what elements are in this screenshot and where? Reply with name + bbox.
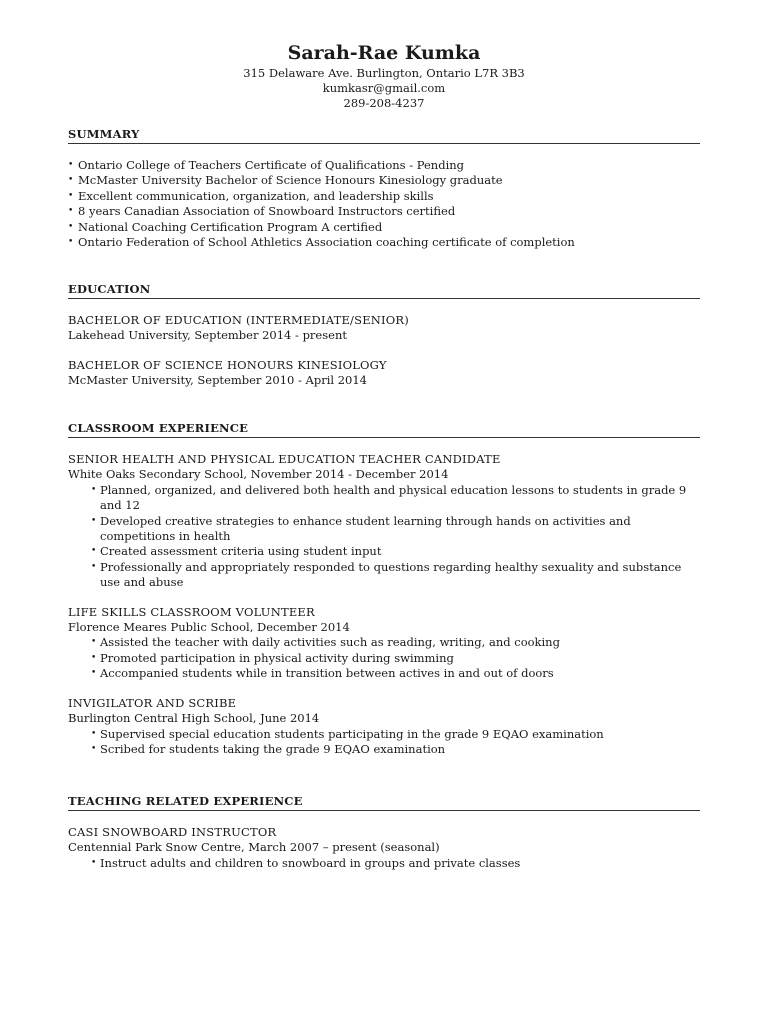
summary-list	[68, 158, 700, 250]
email: kumkasr@gmail.com	[322, 81, 446, 95]
phone: 289-208-4237	[343, 96, 425, 110]
job-title: INVIGILATOR AND SCRIBE	[68, 695, 237, 710]
education-entry	[68, 313, 700, 344]
classroom-experience-section	[68, 421, 700, 757]
section-title-classroom: CLASSROOM EXPERIENCE	[68, 421, 700, 438]
summary-item: • Excellent communication, organization, and leadership skills	[68, 189, 700, 204]
duty-list	[68, 483, 700, 591]
experience-entry	[68, 825, 700, 871]
duty-item: • Supervised special education students participating in the grade 9 EQAO examination	[68, 727, 700, 742]
resume-header	[0, 40, 768, 111]
duty-item: • Scribed for students taking the grade 9 EQAO examination	[68, 742, 700, 757]
education-entry	[68, 358, 700, 389]
duty-item: • Created assessment criteria using student input	[68, 544, 700, 559]
address: 315 Delaware Ave. Burlington, Ontario L7R 3B3	[243, 66, 525, 80]
experience-entry	[68, 605, 700, 682]
summary-item: • Ontario Federation of School Athletics Association coaching certificate of completion	[68, 235, 700, 250]
job-title: SENIOR HEALTH AND PHYSICAL EDUCATION TEACHER CANDIDATE	[68, 452, 501, 466]
degree-title: BACHELOR OF SCIENCE HONOURS KINESIOLOGY	[68, 357, 387, 372]
job-title: CASI SNOWBOARD INSTRUCTOR	[68, 825, 277, 839]
duty-item: • Promoted participation in physical activity during swimming	[68, 651, 700, 666]
summary-item: • Ontario College of Teachers Certificate of Qualifications - Pending	[68, 158, 700, 173]
experience-entry	[68, 696, 700, 758]
section-title-education: EDUCATION	[68, 282, 700, 299]
section-title-teaching: TEACHING RELATED EXPERIENCE	[68, 794, 700, 811]
duty-item: • Planned, organized, and delivered both health and physical education lessons to students in grade 9 and 12	[68, 483, 700, 514]
degree-title: BACHELOR OF EDUCATION (INTERMEDIATE/SENIOR)	[68, 313, 409, 327]
job-location: Burlington Central High School, June 2014	[68, 711, 320, 726]
duty-item: • Professionally and appropriately responded to questions regarding healthy sexuality and substance use and abuse	[68, 560, 700, 591]
summary-section	[68, 127, 700, 250]
duty-item: • Developed creative strategies to enhance student learning through hands on activities and competitions in health	[68, 514, 700, 545]
summary-item: • 8 years Canadian Association of Snowboard Instructors certified	[68, 204, 700, 219]
experience-entry	[68, 452, 700, 591]
summary-item: • McMaster University Bachelor of Science Honours Kinesiology graduate	[68, 173, 700, 188]
job-location: Centennial Park Snow Centre, March 2007 – present (seasonal)	[68, 840, 440, 855]
education-section	[68, 282, 700, 389]
job-location: White Oaks Secondary School, November 2014 - December 2014	[68, 467, 449, 482]
degree-institution: Lakehead University, September 2014 - present	[68, 328, 347, 343]
duty-list	[68, 727, 700, 758]
duty-item: • Accompanied students while in transition between actives in and out of doors	[68, 666, 700, 681]
section-title-summary: SUMMARY	[68, 127, 700, 144]
duty-item: • Assisted the teacher with daily activities such as reading, writing, and cooking	[68, 635, 700, 650]
duty-item: • Instruct adults and children to snowboard in groups and private classes	[68, 856, 700, 871]
job-title: LIFE SKILLS CLASSROOM VOLUNTEER	[68, 604, 315, 619]
job-location: Florence Meares Public School, December 2014	[68, 620, 350, 635]
summary-item: • National Coaching Certification Program A certified	[68, 220, 700, 235]
degree-institution: McMaster University, September 2010 - April 2014	[68, 373, 367, 388]
duty-list	[68, 856, 700, 871]
duty-list	[68, 635, 700, 681]
teaching-experience-section	[68, 794, 700, 871]
candidate-name: Sarah-Rae Kumka	[287, 42, 481, 64]
